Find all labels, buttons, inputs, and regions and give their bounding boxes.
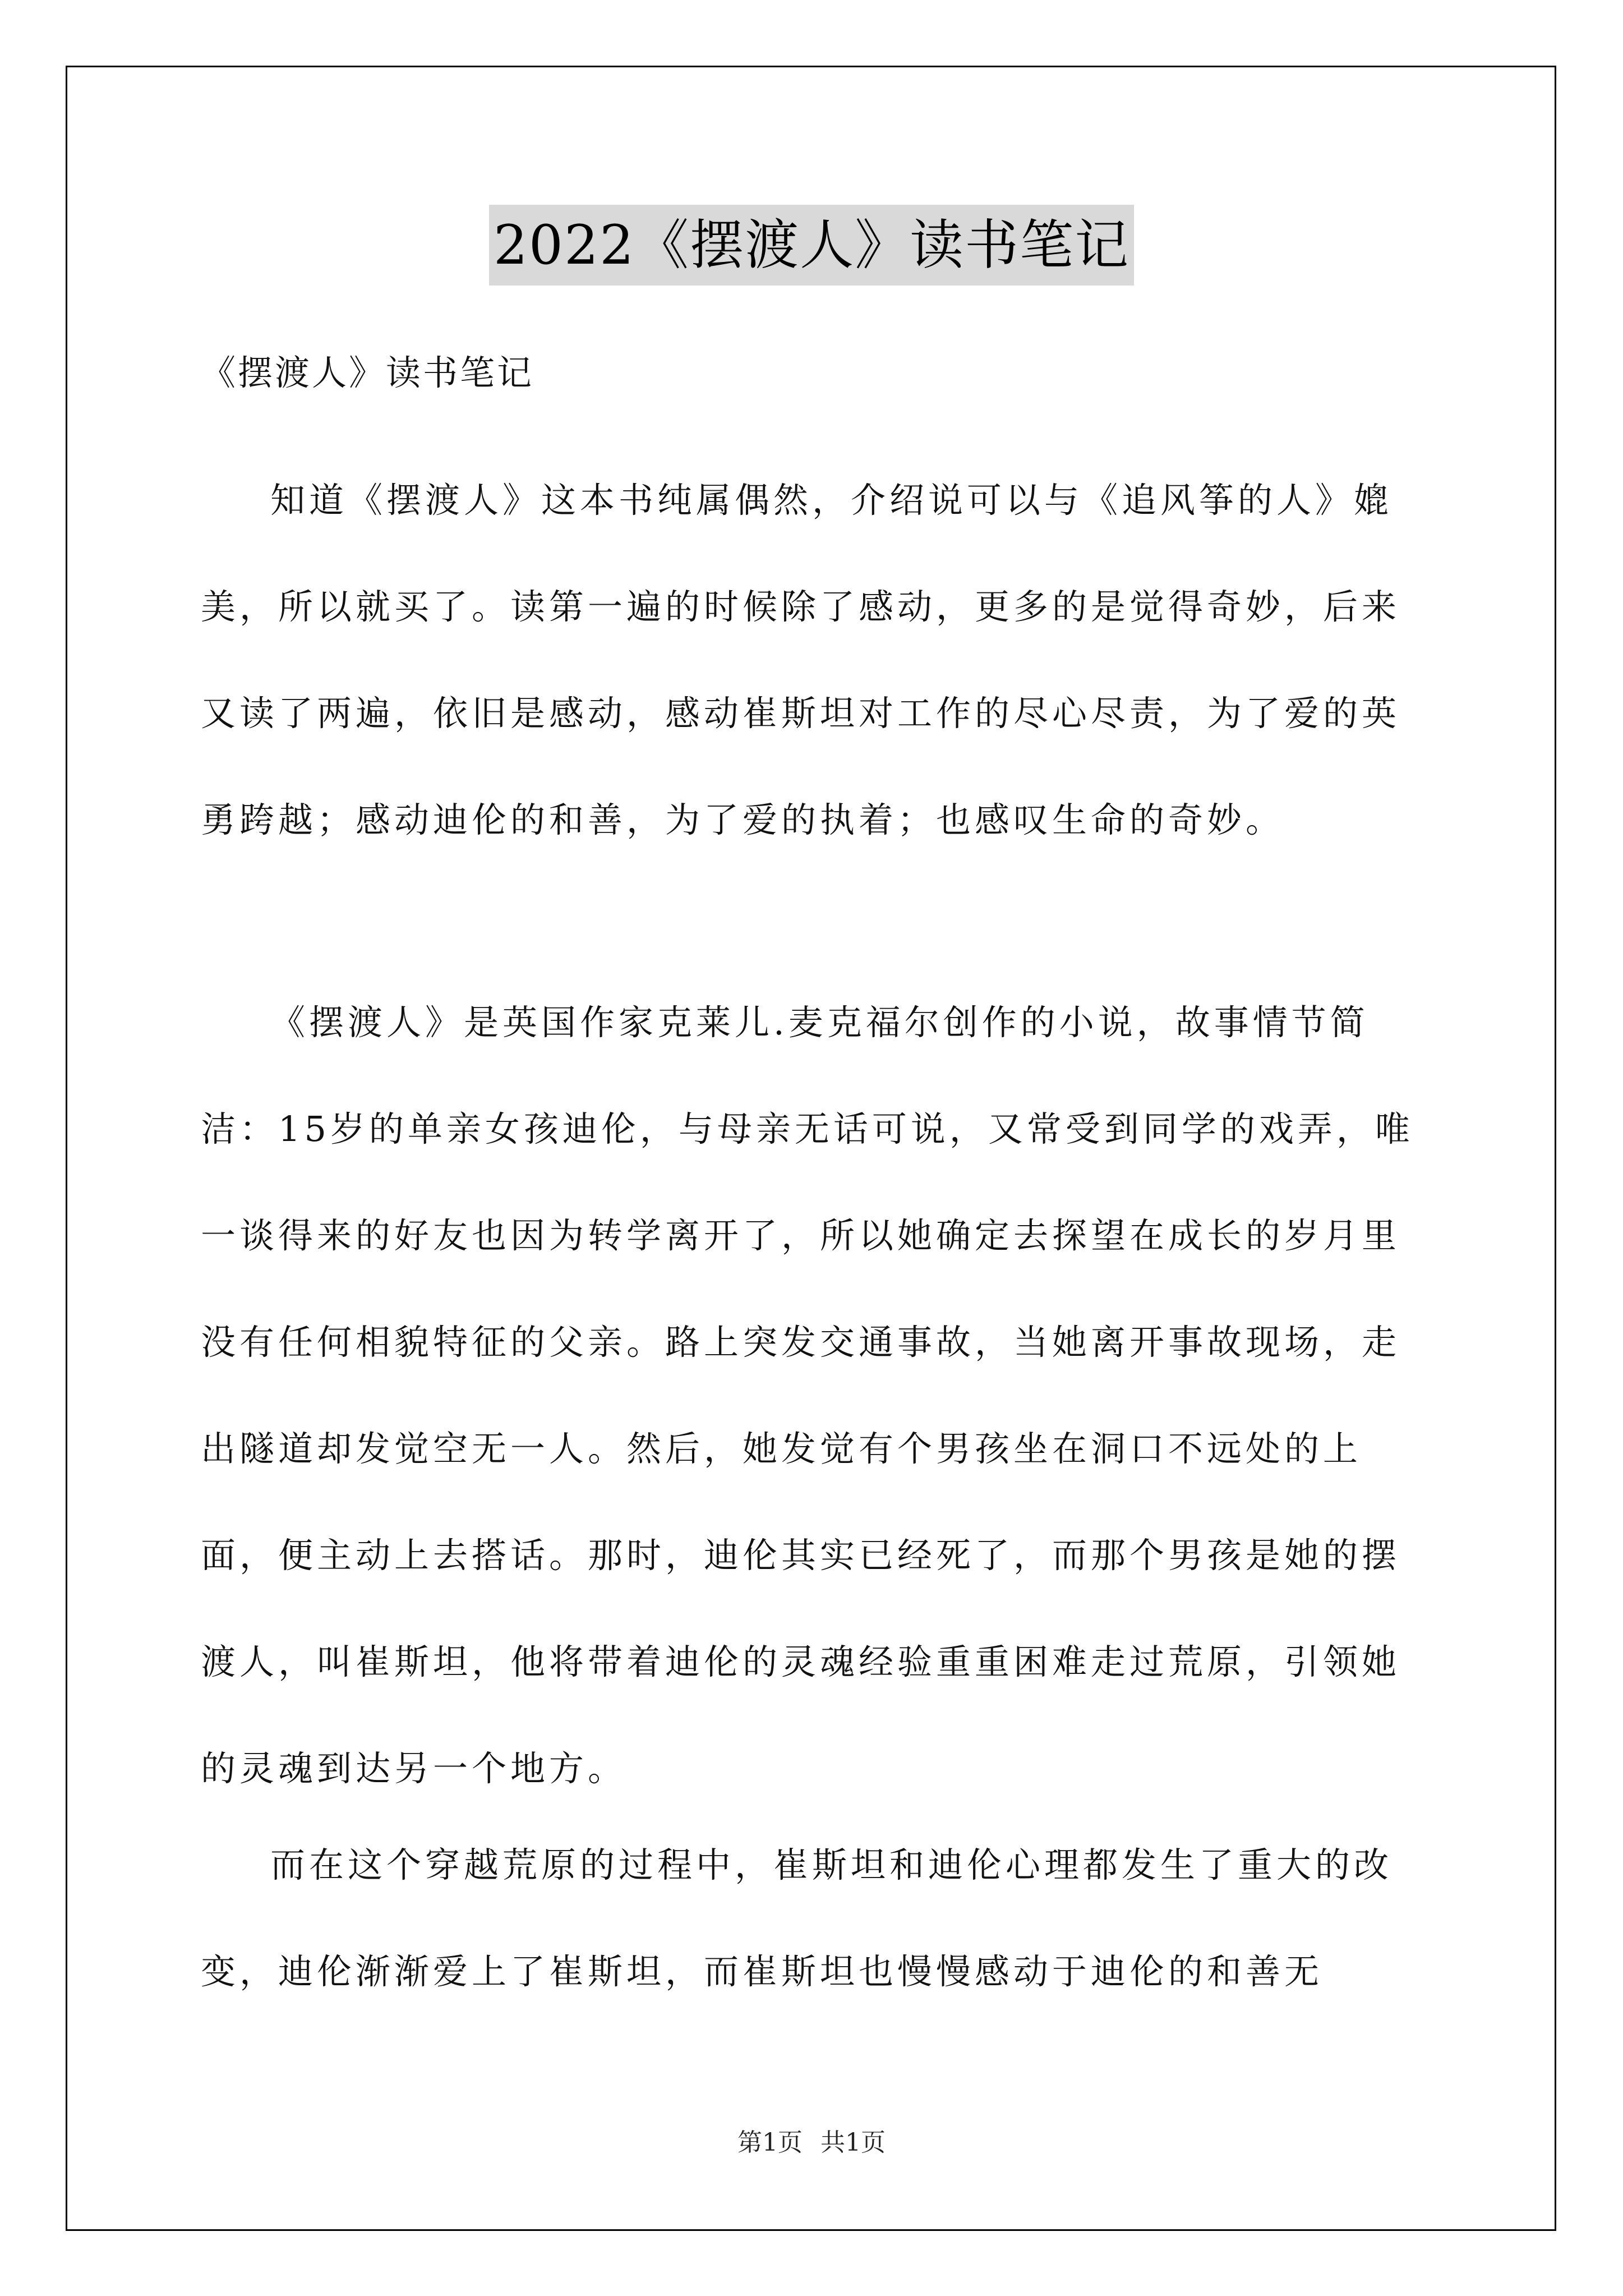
- paragraph-text: 《摆渡人》是英国作家克莱儿.麦克福尔创作的小说，故事情节简洁：15岁的单亲女孩迪伦，与母亲无话可说，又常受到同学的戏弄，唯一谈得来的好友也因为转学离开了，所以她确定去探望在成长的岁月里没有任何相貌特征的父亲。路上突发交通事故，当她离开事故现场，走出隧道却发觉空无一人。然后，她发觉有个男孩坐在洞口不远处的上面，便主动上去搭话。那时，迪伦其实已经死了，而那个男孩是她的摆渡人，叫崔斯坦，他将带着迪伦的灵魂经验重重困难走过荒原，引领她的灵魂到达另一个地方。: [201, 1002, 1414, 1789]
- title-container: [0, 205, 1623, 286]
- document-title: 2022《摆渡人》读书笔记: [489, 205, 1134, 286]
- page-total: 共1页: [820, 2128, 886, 2157]
- document-subtitle: 《摆渡人》读书笔记: [201, 352, 534, 393]
- paragraph-text: 而在这个穿越荒原的过程中，崔斯坦和迪伦心理都发生了重大的改变，迪伦渐渐爱上了崔斯坦，而崔斯坦也慢慢感动于迪伦的和善无: [201, 1844, 1393, 1992]
- page-footer: [0, 2126, 1623, 2160]
- page-number: 第1页: [737, 2128, 803, 2157]
- paragraph-1: [201, 447, 1435, 873]
- paragraph-2: [201, 969, 1435, 1822]
- paragraph-text: 知道《摆渡人》这本书纯属偶然，介绍说可以与《追风筝的人》媲美，所以就买了。读第一遍的时候除了感动，更多的是觉得奇妙，后来又读了两遍，依旧是感动，感动崔斯坦对工作的尽心尽责，为了爱的英勇跨越；感动迪伦的和善，为了爱的执着；也感叹生命的奇妙。: [201, 480, 1401, 840]
- paragraph-3: [201, 1812, 1435, 2025]
